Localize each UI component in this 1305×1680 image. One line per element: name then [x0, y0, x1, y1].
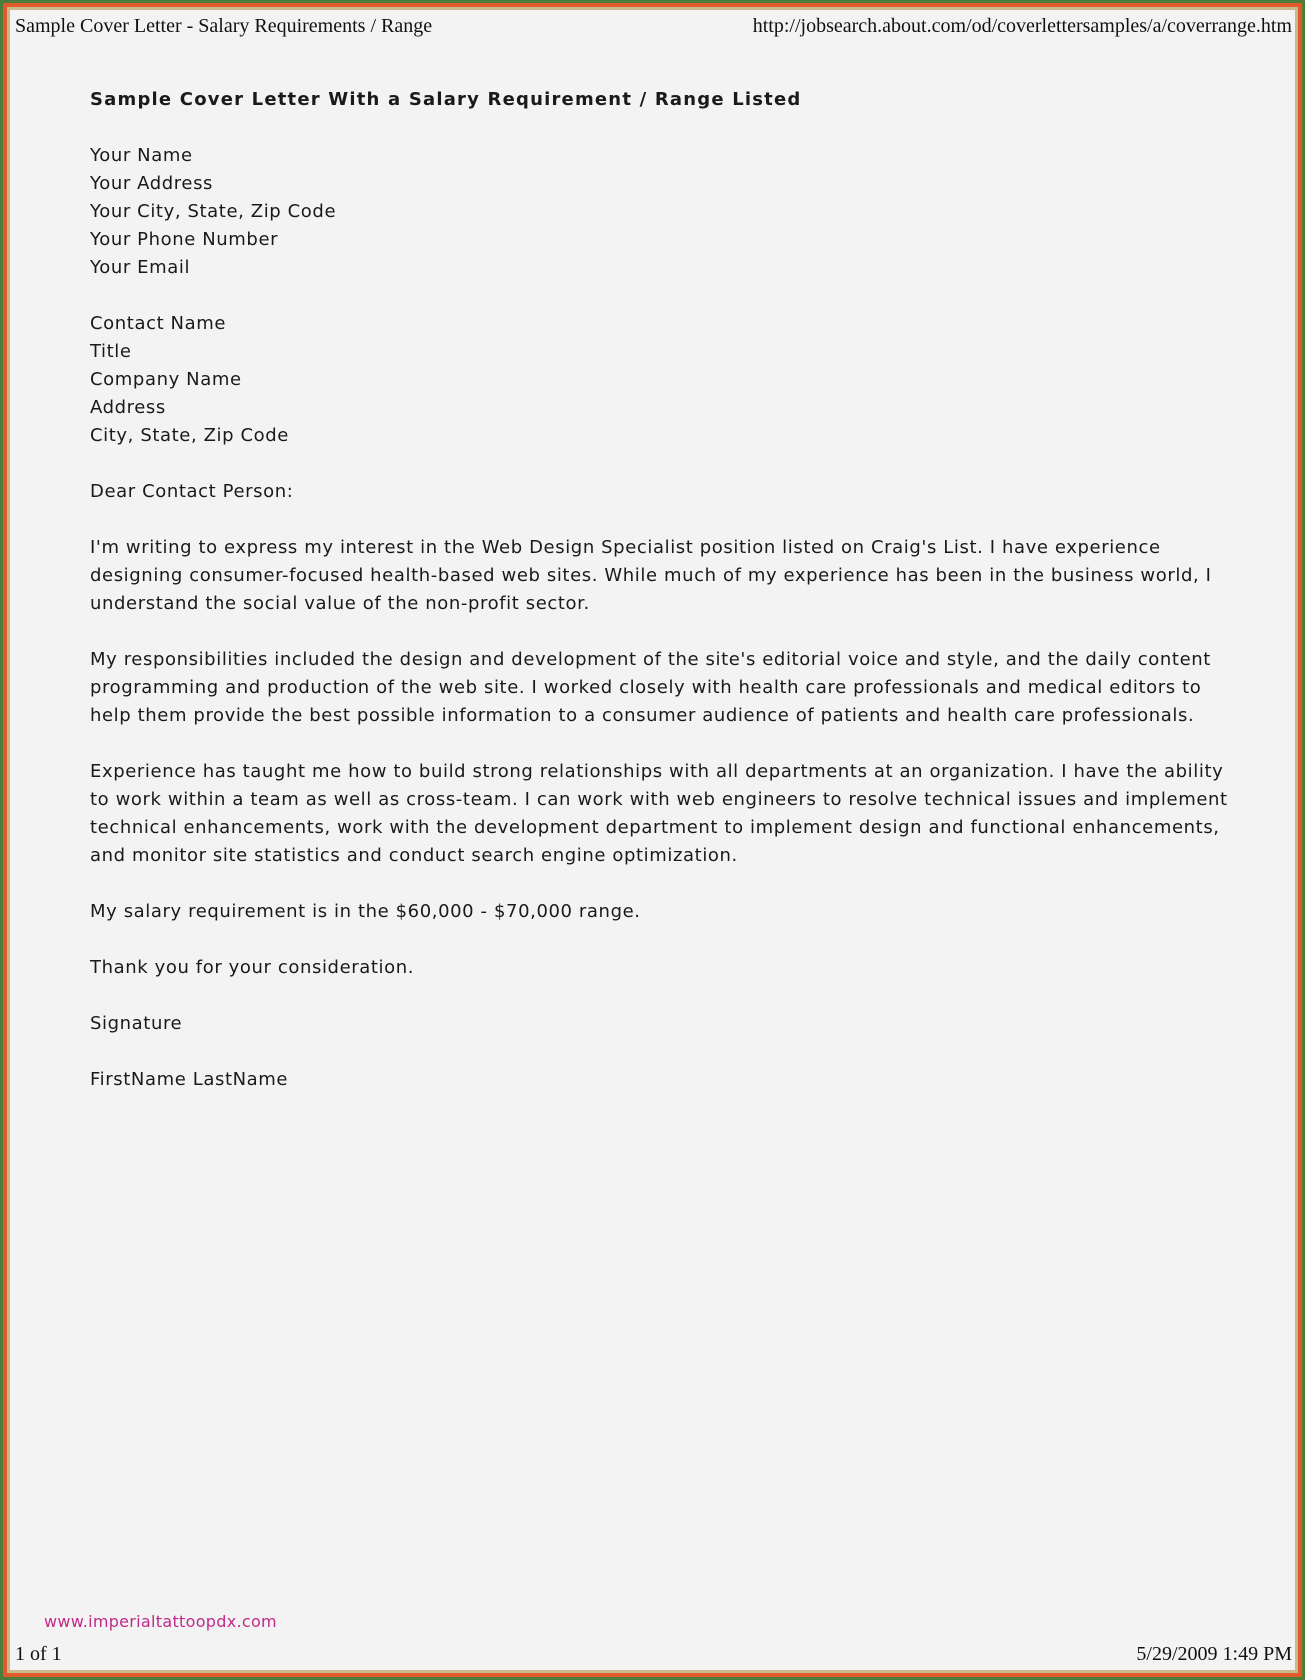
paragraph-line: to work within a team as well as cross-team. I can work with web engineers to resolve technical issues and implement: [90, 789, 1228, 810]
paragraph-line: designing consumer-focused health-based web sites. While much of my experience has been in the business world, I: [90, 565, 1212, 586]
sender-city-state-zip: Your City, State, Zip Code: [90, 201, 337, 222]
sender-email: Your Email: [90, 257, 191, 278]
print-header-title: Sample Cover Letter - Salary Requirements / Range: [15, 15, 433, 37]
salutation: Dear Contact Person:: [90, 481, 294, 502]
signer-name-line: FirstName LastName: [90, 1069, 289, 1090]
paragraph-interest: [90, 534, 1230, 618]
paragraph-line: My salary requirement is in the $60,000 - $70,000 range.: [90, 901, 641, 922]
recipient-company: Company Name: [90, 369, 242, 390]
print-timestamp: 5/29/2009 1:49 PM: [1136, 1643, 1292, 1665]
signer-name: [90, 1066, 1230, 1094]
paragraph-line: My responsibilities included the design and development of the site's editorial voice and style, and the daily content: [90, 649, 1211, 670]
paragraph-line: Experience has taught me how to build strong relationships with all departments at an organization. I have the ability: [90, 761, 1224, 782]
paragraph-line: and monitor site statistics and conduct search engine optimization.: [90, 845, 738, 866]
sender-name: Your Name: [90, 145, 193, 166]
recipient-title: Title: [90, 341, 132, 362]
paragraph-responsibilities: [90, 646, 1230, 730]
print-header-url: http://jobsearch.about.com/od/coverlettersamples/a/coverrange.htm: [752, 15, 1292, 37]
cover-letter: [90, 86, 1230, 1122]
paragraph-thanks: [90, 954, 1230, 982]
recipient-city-state-zip: City, State, Zip Code: [90, 425, 289, 446]
paragraph-line: Thank you for your consideration.: [90, 957, 415, 978]
page-count: 1 of 1: [15, 1643, 62, 1665]
paragraph-line: technical enhancements, work with the development department to implement design and functional enhancements,: [90, 817, 1220, 838]
recipient-address-line: Address: [90, 397, 166, 418]
sender-phone: Your Phone Number: [90, 229, 279, 250]
paragraph-salary: [90, 898, 1230, 926]
paragraph-experience: [90, 758, 1230, 870]
letter-title: Sample Cover Letter With a Salary Requirement / Range Listed: [90, 89, 802, 110]
watermark-url: www.imperialtattoopdx.com: [44, 1612, 277, 1631]
paragraph-line: programming and production of the web site. I worked closely with health care professionals and medical editors to: [90, 677, 1202, 698]
sender-address-line: Your Address: [90, 173, 214, 194]
paragraph-line: understand the social value of the non-profit sector.: [90, 593, 590, 614]
sender-address: [90, 142, 1230, 282]
paragraph-line: I'm writing to express my interest in the Web Design Specialist position listed on Craig's List. I have experience: [90, 537, 1161, 558]
paragraph-line: help them provide the best possible information to a consumer audience of patients and health care professionals.: [90, 705, 1195, 726]
signature-placeholder: [90, 1010, 1230, 1038]
document-page: [10, 10, 1295, 1670]
signature-line: Signature: [90, 1013, 183, 1034]
recipient-contact-name: Contact Name: [90, 313, 227, 334]
recipient-address: [90, 310, 1230, 450]
